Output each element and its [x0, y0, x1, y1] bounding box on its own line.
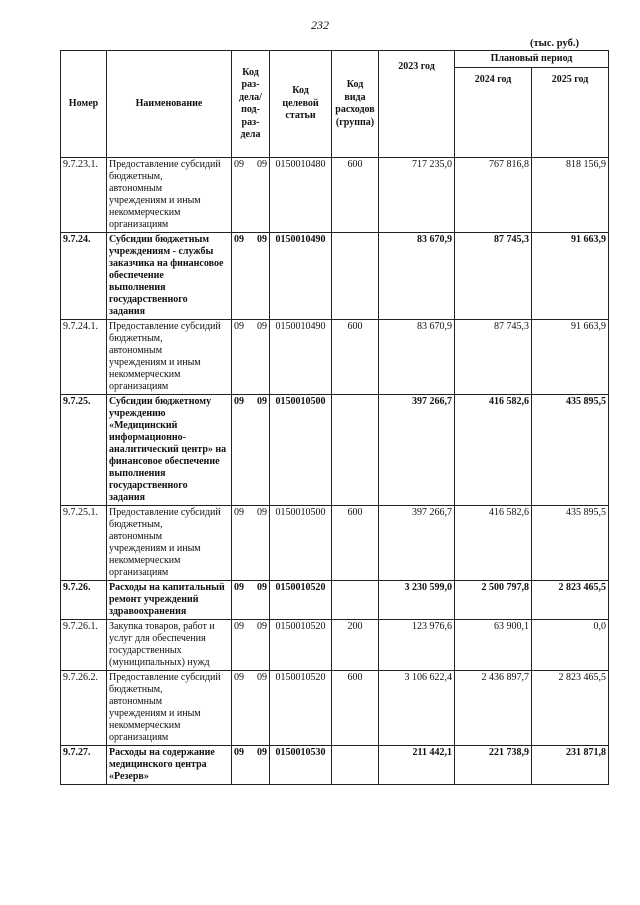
row-podrazdel: 09 — [257, 582, 267, 593]
row-target-code: 0150010500 — [270, 395, 332, 506]
row-name: Субсидии бюджетным учреждениям - службы заказчика на финансовое обеспечение выполнения государственного задания — [107, 233, 232, 320]
row-expense-code — [332, 233, 379, 320]
row-name: Субсидии бюджетному учреждению «Медицинский информационно- аналитический центр» на финансовое обеспечение выполнения государственного задания — [107, 395, 232, 506]
row-2024: 63 900,1 — [455, 620, 532, 671]
row-number: 9.7.26.1. — [61, 620, 107, 671]
row-expense-code: 600 — [332, 506, 379, 581]
table-row — [61, 746, 609, 785]
row-razdel: 09 — [234, 672, 244, 683]
row-2025: 2 823 465,5 — [532, 671, 609, 746]
row-target-code: 0150010480 — [270, 158, 332, 233]
row-podrazdel: 09 — [257, 747, 267, 758]
row-number: 9.7.24.1. — [61, 320, 107, 395]
row-2024: 87 745,3 — [455, 320, 532, 395]
row-expense-code: 200 — [332, 620, 379, 671]
table-row — [61, 506, 609, 581]
row-2025: 435 895,5 — [532, 395, 609, 506]
row-podrazdel: 09 — [257, 621, 267, 632]
row-target-code: 0150010520 — [270, 581, 332, 620]
row-section-code — [232, 581, 270, 620]
row-2024: 87 745,3 — [455, 233, 532, 320]
row-section-code — [232, 233, 270, 320]
row-2025: 435 895,5 — [532, 506, 609, 581]
row-section-code — [232, 746, 270, 785]
row-expense-code: 600 — [332, 158, 379, 233]
row-number: 9.7.25.1. — [61, 506, 107, 581]
units-label: (тыс. руб.) — [530, 38, 579, 49]
header-year-2025: 2025 год — [532, 68, 609, 158]
row-section-code — [232, 506, 270, 581]
table-row — [61, 620, 609, 671]
budget-rows — [61, 158, 609, 785]
row-2023: 123 976,6 — [379, 620, 455, 671]
row-2024: 2 436 897,7 — [455, 671, 532, 746]
row-2024: 416 582,6 — [455, 395, 532, 506]
budget-table — [60, 50, 609, 785]
row-target-code: 0150010490 — [270, 233, 332, 320]
row-2023: 83 670,9 — [379, 320, 455, 395]
row-podrazdel: 09 — [257, 321, 267, 332]
row-razdel: 09 — [234, 747, 244, 758]
row-name: Закупка товаров, работ и услуг для обеспечения государственных (муниципальных) нужд — [107, 620, 232, 671]
row-podrazdel: 09 — [257, 396, 267, 407]
row-2025: 818 156,9 — [532, 158, 609, 233]
header-name: Наименование — [107, 51, 232, 158]
row-number: 9.7.26. — [61, 581, 107, 620]
table-row — [61, 671, 609, 746]
header-number: Номер — [61, 51, 107, 158]
row-number: 9.7.24. — [61, 233, 107, 320]
page-number: 232 — [311, 18, 329, 32]
row-2024: 221 738,9 — [455, 746, 532, 785]
row-2023: 83 670,9 — [379, 233, 455, 320]
row-number: 9.7.27. — [61, 746, 107, 785]
row-2025: 91 663,9 — [532, 320, 609, 395]
row-number: 9.7.26.2. — [61, 671, 107, 746]
table-row — [61, 320, 609, 395]
row-section-code — [232, 671, 270, 746]
row-section-code — [232, 395, 270, 506]
row-expense-code — [332, 581, 379, 620]
row-razdel: 09 — [234, 234, 244, 245]
row-target-code: 0150010520 — [270, 671, 332, 746]
row-name: Расходы на капитальный ремонт учреждений здравоохранения — [107, 581, 232, 620]
header-year-2024: 2024 год — [455, 68, 532, 158]
row-name: Расходы на содержание медицинского центра «Резерв» — [107, 746, 232, 785]
row-razdel: 09 — [234, 396, 244, 407]
row-target-code: 0150010520 — [270, 620, 332, 671]
table-row — [61, 158, 609, 233]
row-2023: 397 266,7 — [379, 506, 455, 581]
table-row — [61, 581, 609, 620]
row-target-code: 0150010500 — [270, 506, 332, 581]
row-section-code — [232, 158, 270, 233]
row-name: Предоставление субсидий бюджетным, автономным учреждениям и иным некоммерческим организациям — [107, 506, 232, 581]
row-number: 9.7.23.1. — [61, 158, 107, 233]
row-name: Предоставление субсидий бюджетным, автономным учреждениям и иным некоммерческим организациям — [107, 158, 232, 233]
row-section-code — [232, 620, 270, 671]
row-podrazdel: 09 — [257, 507, 267, 518]
row-2024: 416 582,6 — [455, 506, 532, 581]
row-podrazdel: 09 — [257, 234, 267, 245]
row-2023: 397 266,7 — [379, 395, 455, 506]
row-2023: 3 230 599,0 — [379, 581, 455, 620]
row-target-code: 0150010530 — [270, 746, 332, 785]
header-target-code: Код целевой статьи — [270, 51, 332, 158]
row-number: 9.7.25. — [61, 395, 107, 506]
row-name: Предоставление субсидий бюджетным, автономным учреждениям и иным некоммерческим организациям — [107, 320, 232, 395]
row-razdel: 09 — [234, 582, 244, 593]
row-razdel: 09 — [234, 507, 244, 518]
table-row — [61, 233, 609, 320]
row-2025: 231 871,8 — [532, 746, 609, 785]
row-2024: 2 500 797,8 — [455, 581, 532, 620]
row-expense-code: 600 — [332, 320, 379, 395]
row-expense-code — [332, 746, 379, 785]
row-2025: 91 663,9 — [532, 233, 609, 320]
row-expense-code: 600 — [332, 671, 379, 746]
row-razdel: 09 — [234, 159, 244, 170]
row-2023: 211 442,1 — [379, 746, 455, 785]
header-expense-code: Код вида расходов (группа) — [332, 51, 379, 158]
row-section-code — [232, 320, 270, 395]
row-razdel: 09 — [234, 321, 244, 332]
row-2023: 3 106 622,4 — [379, 671, 455, 746]
row-target-code: 0150010490 — [270, 320, 332, 395]
row-name: Предоставление субсидий бюджетным, автономным учреждениям и иным некоммерческим организациям — [107, 671, 232, 746]
row-podrazdel: 09 — [257, 672, 267, 683]
row-2023: 717 235,0 — [379, 158, 455, 233]
header-section-code: Код раз- дела/ под- раз- дела — [232, 51, 270, 158]
row-2025: 0,0 — [532, 620, 609, 671]
row-2025: 2 823 465,5 — [532, 581, 609, 620]
header-year-2023: 2023 год — [379, 51, 455, 158]
row-expense-code — [332, 395, 379, 506]
row-2024: 767 816,8 — [455, 158, 532, 233]
table-row — [61, 395, 609, 506]
row-podrazdel: 09 — [257, 159, 267, 170]
header-plan-period: Плановый период — [455, 51, 609, 68]
row-razdel: 09 — [234, 621, 244, 632]
